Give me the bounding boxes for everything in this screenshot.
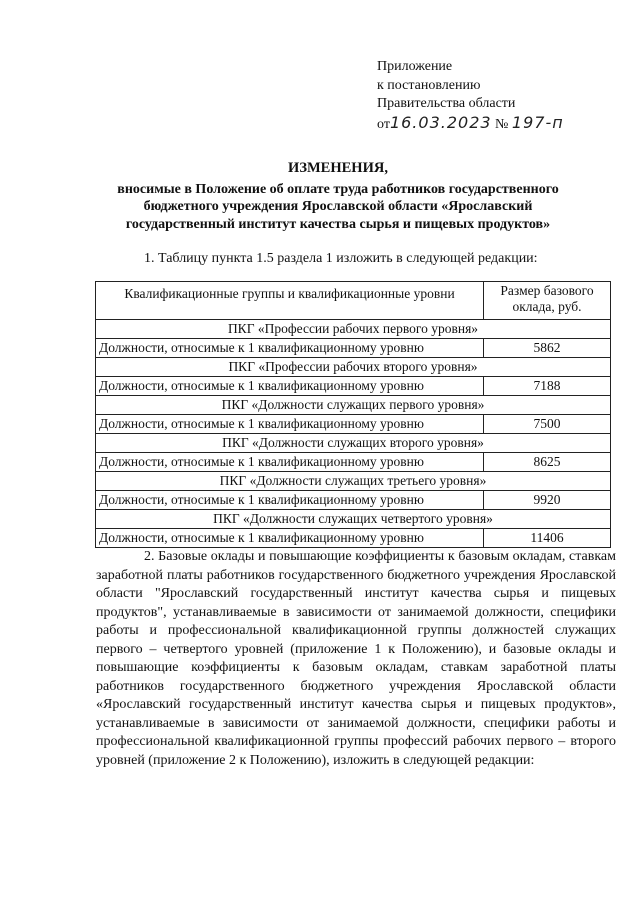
position-cell: Должности, относимые к 1 квалификационному уровню: [96, 377, 484, 396]
table-row: [96, 529, 611, 548]
position-cell: Должности, относимые к 1 квалификационному уровню: [96, 491, 484, 510]
table-row: [96, 491, 611, 510]
title-line-2: бюджетного учреждения Ярославской области «Ярославский: [143, 199, 533, 214]
appendix-line-3: Правительства области: [377, 96, 516, 111]
table-row: [96, 377, 611, 396]
table-header-row: [96, 282, 611, 320]
appendix-line-1: Приложение: [377, 59, 453, 74]
appendix-header: [377, 58, 617, 134]
appendix-date-line: [377, 114, 617, 135]
table-row: [96, 415, 611, 434]
appendix-line-2: к постановлению: [377, 77, 481, 93]
handwritten-number: 197-п: [511, 112, 564, 132]
group-row: [96, 358, 611, 377]
salary-cell: 8625: [484, 453, 611, 472]
number-prefix: №: [495, 116, 509, 132]
group-name: ПКГ «Должности служащих третьего уровня»: [96, 472, 611, 491]
paragraph-2: 2. Базовые оклады и повышающие коэффициенты к базовым окладам, ставкам заработной платы работников государственного бюджетного учреждения Ярославской области "Ярославский государственный институт качества сырья и пищевых продуктов", устанавливаемые в зависимости от занимаемой должности, специфики работы и профессиональной квалификационной группы должностей служащих первого – четвертого уровней (приложение 1 к Положению), и базовые оклады и повышающие коэффициенты к базовым окладам, ставкам заработной платы работников государственного бюджетного учреждения Ярославской области «Ярославский государственный институт качества сырья и пищевых продуктов», устанавливаемые в зависимости от занимаемой должности, специфики работы и профессиональной квалификационной группы профессий рабочих первого – второго уровней (приложение 2 к Положению), изложить в следующей редакции:: [96, 549, 616, 768]
group-row: [96, 510, 611, 529]
table-row: [96, 339, 611, 358]
position-cell: Должности, относимые к 1 квалификационному уровню: [96, 529, 484, 548]
handwritten-date: 16.03.2023: [389, 112, 492, 132]
salary-cell: 11406: [484, 529, 611, 548]
group-name: ПКГ «Должности служащих второго уровня»: [96, 434, 611, 453]
salary-cell: 7188: [484, 377, 611, 396]
title-line-1: вносимые в Положение об оплате труда работников государственного: [117, 181, 559, 197]
position-cell: Должности, относимые к 1 квалификационному уровню: [96, 453, 484, 472]
salary-cell: 9920: [484, 491, 611, 510]
group-name: ПКГ «Профессии рабочих второго уровня»: [96, 358, 611, 377]
group-name: ПКГ «Должности служащих четвертого уровня»: [96, 510, 611, 529]
header-qualification-groups: Квалификационные группы и квалификационные уровни: [96, 282, 484, 320]
title-line-3: государственный институт качества сырья и пищевых продуктов»: [125, 216, 551, 232]
paragraph-1: 1. Таблицу пункта 1.5 раздела 1 изложить в следующей редакции:: [144, 251, 538, 266]
document-title: [60, 160, 616, 233]
group-name: ПКГ «Профессии рабочих первого уровня»: [96, 320, 611, 339]
table-row: [96, 453, 611, 472]
group-row: [96, 320, 611, 339]
date-prefix: от: [377, 116, 390, 132]
position-cell: Должности, относимые к 1 квалификационному уровню: [96, 339, 484, 358]
salary-table: [95, 281, 611, 548]
title-main: ИЗМЕНЕНИЯ,: [288, 160, 388, 176]
salary-cell: 5862: [484, 339, 611, 358]
header-base-salary: Размер базового оклада, руб.: [484, 282, 611, 320]
group-row: [96, 396, 611, 415]
group-name: ПКГ «Должности служащих первого уровня»: [96, 396, 611, 415]
position-cell: Должности, относимые к 1 квалификационному уровню: [96, 415, 484, 434]
group-row: [96, 472, 611, 491]
salary-cell: 7500: [484, 415, 611, 434]
group-row: [96, 434, 611, 453]
